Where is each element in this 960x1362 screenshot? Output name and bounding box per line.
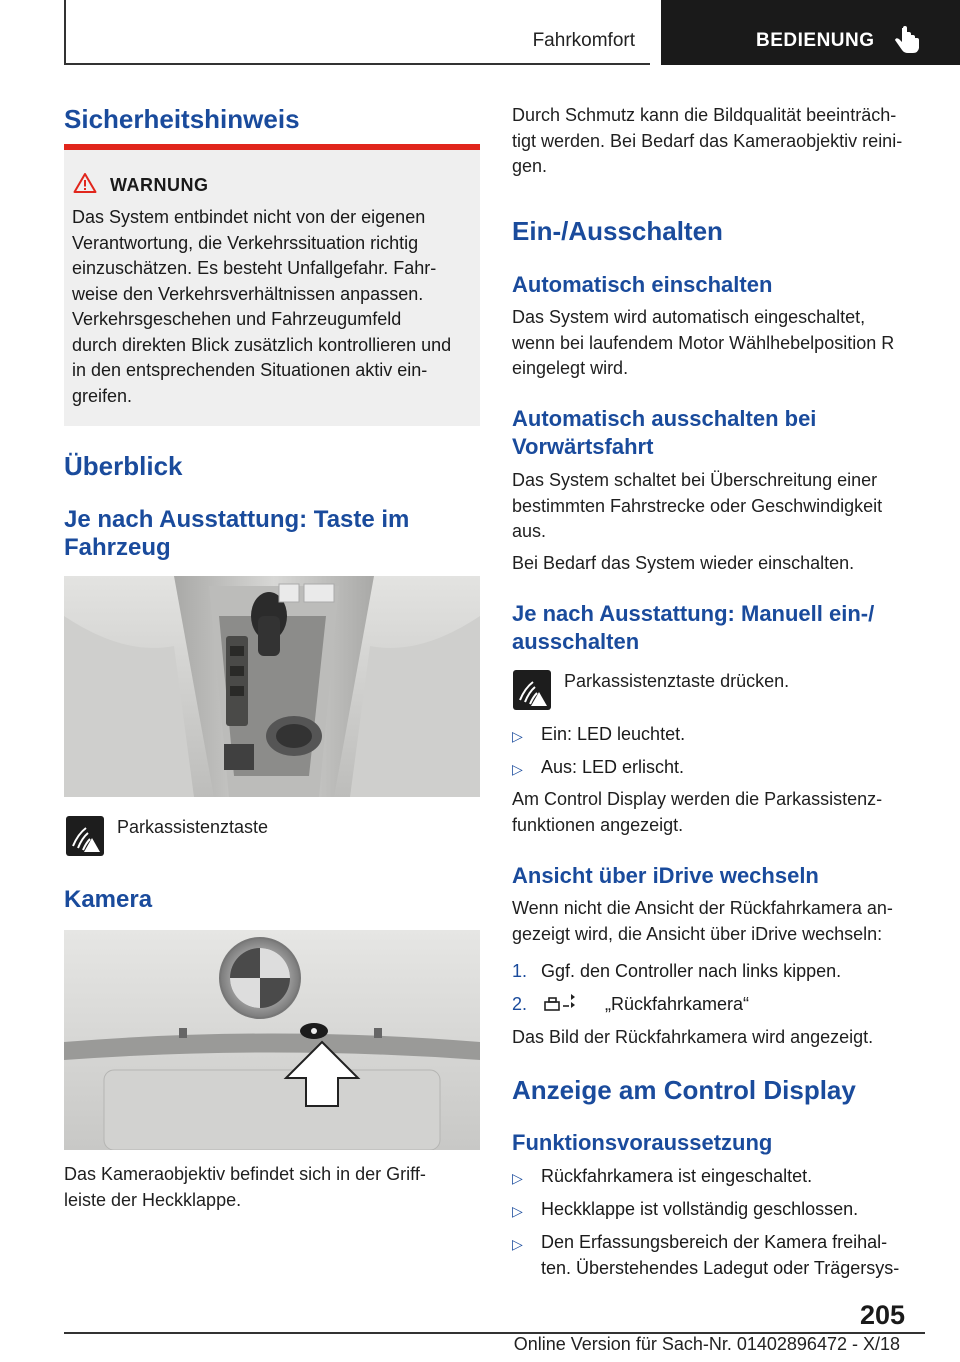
camera-illustration (64, 930, 480, 1150)
control-display-text (512, 787, 932, 838)
warning-line: Verantwortung, die Verkehrssituation richtig (72, 232, 419, 253)
console-photo (64, 576, 480, 797)
list-item (512, 959, 932, 985)
intro-line: tigt werden. Bei Bedarf das Kameraobjektiv reini- (512, 130, 903, 151)
bullet-triangle-icon: ▷ (512, 728, 523, 744)
intro-line: Durch Schmutz kann die Bildqualität beeinträch- (512, 105, 897, 125)
list-item-number: 1. (512, 961, 528, 981)
heading-manual-line: ausschalten (512, 629, 640, 654)
idrive-result: Das Bild der Rückfahrkamera wird angezeigt. (512, 1027, 874, 1047)
idrive-line: gezeigt wird, die Ansicht über iDrive wechseln: (512, 923, 883, 944)
list-item-text: Ein: LED leuchtet. (541, 724, 686, 744)
list-item-number: 2. (512, 994, 528, 1014)
reverse-camera-icon (541, 990, 581, 1014)
camera-text-line: leiste der Heckklappe. (64, 1189, 242, 1210)
heading-auto-on: Automatisch einschalten (512, 272, 773, 297)
park-assist-icon (66, 816, 104, 856)
idrive-line: Wenn nicht die Ansicht der Rückfahrkamera an- (512, 898, 893, 918)
list-item (512, 1197, 932, 1223)
list-item-text: Aus: LED erlischt. (541, 757, 685, 777)
auto-on-line: eingelegt wird. (512, 358, 629, 378)
auto-off-text (512, 468, 932, 545)
heading-manual (512, 600, 932, 656)
hand-pointer-icon (892, 24, 922, 58)
intro-text (512, 103, 932, 180)
warning-line: Das System entbindet nicht von der eigenen (72, 207, 426, 227)
park-assist-icon (513, 670, 551, 710)
auto-on-line: Das System wird automatisch eingeschaltet, (512, 307, 866, 327)
button-caption: Parkassistenztaste (117, 817, 269, 837)
list-item (512, 1164, 932, 1190)
header-section-title: Fahrkomfort (532, 30, 635, 51)
heading-auto-off-line: Automatisch ausschalten bei (512, 406, 817, 431)
heading-display: Anzeige am Control Display (512, 1075, 856, 1105)
heading-onoff: Ein-/Ausschalten (512, 216, 723, 246)
warning-line: durch direkten Blick zusätzlich kontrollieren und (72, 334, 452, 355)
list-item-text: „Rückfahrkamera“ (605, 994, 750, 1014)
manual-instruction: Parkassistenztaste drücken. (564, 671, 790, 691)
list-item-text: Heckklappe ist vollständig geschlossen. (541, 1199, 859, 1219)
auto-off-line: Das System schaltet bei Überschreitung einer (512, 470, 878, 490)
manual-bullet-list (512, 722, 932, 782)
list-item (512, 992, 932, 1018)
camera-text (64, 1162, 480, 1213)
warning-line: weise den Verkehrsverhältnissen anpassen. (72, 283, 424, 304)
heading-overview: Überblick (64, 451, 183, 481)
header-rule-bottom (64, 63, 650, 65)
heading-auto-off-line: Vorwärtsfahrt (512, 434, 654, 459)
auto-off-extra: Bei Bedarf das System wieder einschalten. (512, 553, 855, 573)
auto-on-text (512, 305, 932, 382)
warning-line: greifen. (72, 385, 133, 406)
idrive-text (512, 896, 932, 947)
header-rule-left (64, 0, 66, 64)
heading-button (64, 506, 480, 562)
bullet-triangle-icon: ▷ (512, 1236, 523, 1252)
camera-text-line: Das Kameraobjektiv befindet sich in der Griff- (64, 1164, 426, 1184)
heading-function: Funktionsvoraussetzung (512, 1130, 773, 1155)
list-item (512, 755, 932, 781)
bullet-triangle-icon: ▷ (512, 761, 523, 777)
heading-safety: Sicherheitshinweis (64, 104, 300, 134)
heading-button-line: Fahrzeug (64, 534, 171, 561)
heading-manual-line: Je nach Ausstattung: Manuell ein-/ (512, 601, 875, 626)
idrive-step-list (512, 959, 932, 1021)
header-chapter-label: BEDIENUNG (756, 30, 875, 51)
warning-title: WARNUNG (110, 175, 209, 195)
list-item-text: Ggf. den Controller nach links kippen. (541, 961, 842, 981)
footer-online-version: Online Version für Sach-Nr. 01402896472 - X/18 (513, 1334, 900, 1354)
console-illustration (64, 576, 480, 797)
heading-auto-off (512, 405, 932, 461)
list-item (512, 722, 932, 748)
list-item-text: Den Erfassungsbereich der Kamera freihal- (541, 1232, 888, 1252)
auto-off-line: bestimmten Fahrstrecke oder Geschwindigkeit (512, 495, 883, 516)
heading-button-line: Je nach Ausstattung: Taste im (64, 506, 410, 533)
control-display-line: Am Control Display werden die Parkassistenz- (512, 789, 883, 809)
auto-on-line: wenn bei laufendem Motor Wählhebelposition R (512, 332, 895, 353)
control-display-line: funktionen angezeigt. (512, 814, 684, 835)
warning-text (72, 205, 477, 409)
list-item (512, 1230, 932, 1282)
bullet-triangle-icon: ▷ (512, 1170, 523, 1186)
heading-idrive: Ansicht über iDrive wechseln (512, 863, 819, 888)
list-item-text: Rückfahrkamera ist eingeschaltet. (541, 1166, 813, 1186)
auto-off-line: aus. (512, 521, 547, 541)
warning-triangle-icon (73, 172, 97, 194)
bullet-triangle-icon: ▷ (512, 1203, 523, 1219)
function-bullet-list (512, 1164, 932, 1284)
heading-camera: Kamera (64, 886, 153, 913)
page-number: 205 (860, 1300, 906, 1330)
warning-line: Verkehrsgeschehen und Fahrzeugumfeld (72, 309, 402, 329)
warning-line: in den entsprechenden Situationen aktiv ein- (72, 360, 428, 380)
list-item-text: ten. Überstehendes Ladegut oder Trägersys- (541, 1257, 900, 1278)
intro-line: gen. (512, 156, 548, 176)
camera-photo (64, 930, 480, 1150)
warning-line: einzuschätzen. Es besteht Unfallgefahr. Fahr- (72, 258, 437, 278)
